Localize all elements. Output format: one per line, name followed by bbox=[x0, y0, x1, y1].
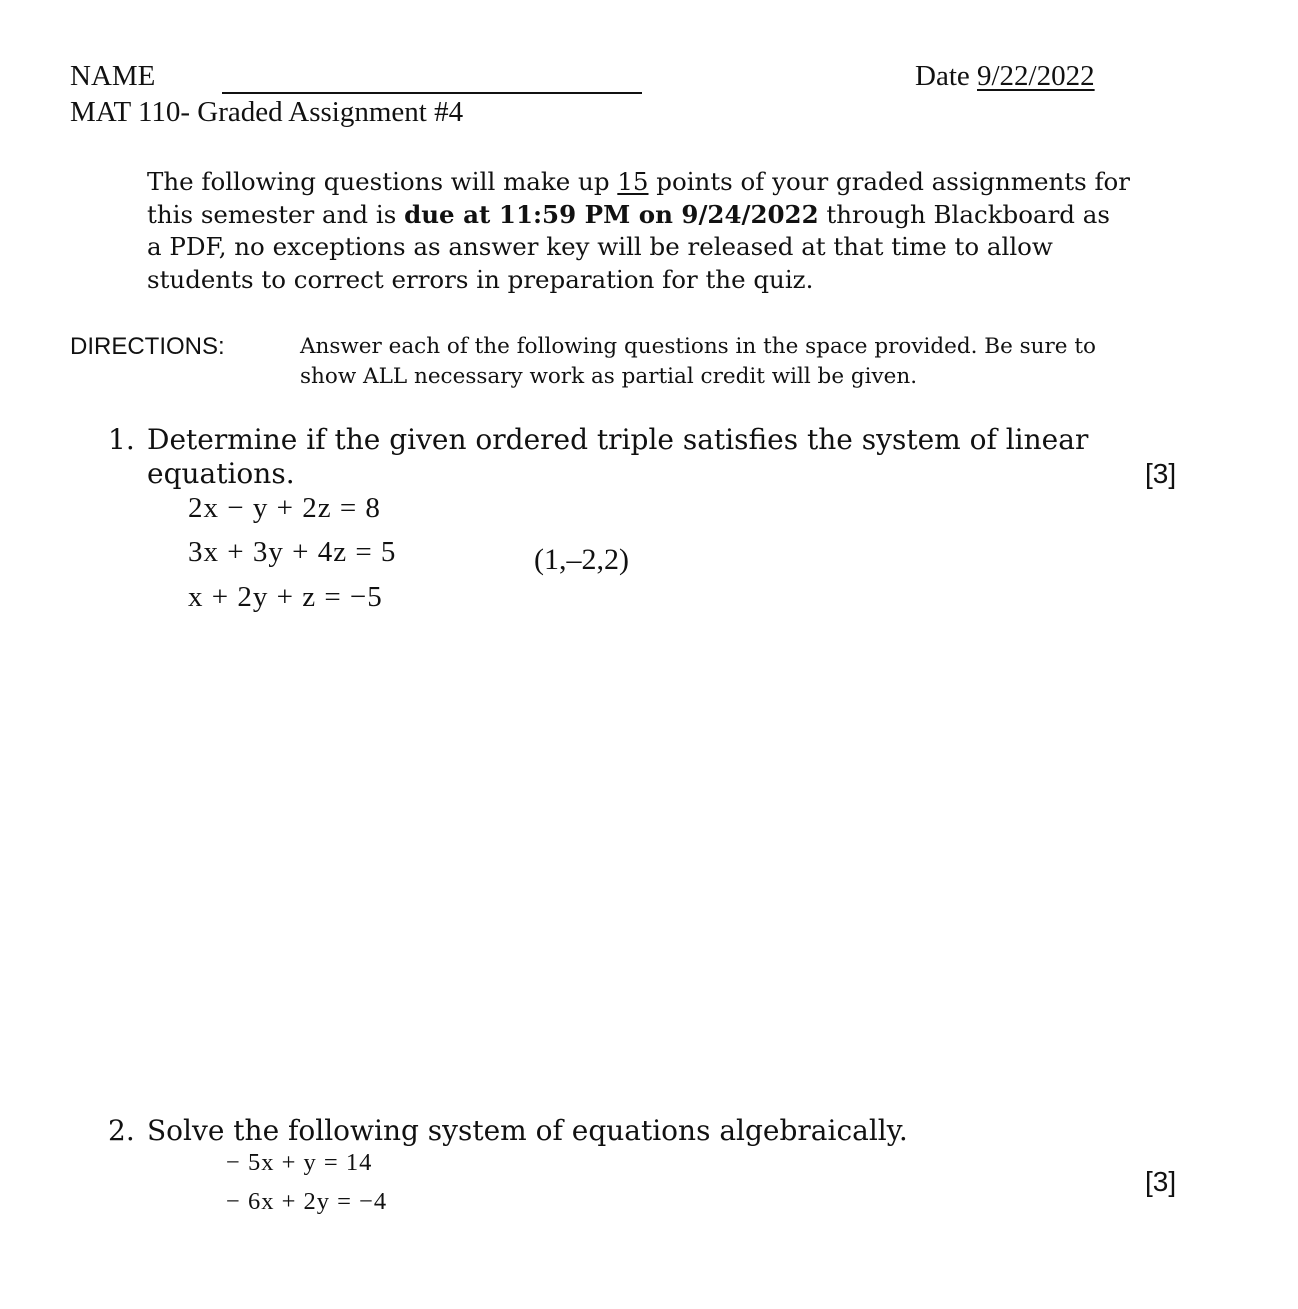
intro-line-3: a PDF, no exceptions as answer key will be released at that time to allow bbox=[147, 232, 1053, 261]
intro-line-4: students to correct errors in preparation for the quiz. bbox=[147, 264, 814, 294]
points-total: 15 bbox=[617, 167, 649, 196]
date-field bbox=[915, 60, 1095, 93]
question-1-equation: x + 2y + z = −5 bbox=[188, 581, 383, 613]
directions-label: DIRECTIONS: bbox=[70, 333, 225, 360]
question-2-equation: − 5x + y = 14 bbox=[226, 1149, 373, 1176]
directions-text bbox=[300, 332, 1096, 392]
name-label: NAME bbox=[70, 60, 156, 92]
question-1-line-1: Determine if the given ordered triple satisfies the system of linear bbox=[147, 423, 1089, 456]
question-1-equation: 2x − y + 2z = 8 bbox=[188, 492, 381, 524]
question-2-points: [3] bbox=[1145, 1166, 1177, 1197]
course-title: MAT 110- Graded Assignment #4 bbox=[70, 96, 464, 128]
ordered-triple: (1,–2,2) bbox=[534, 543, 629, 576]
name-blank-line bbox=[222, 92, 642, 94]
question-2-equation: − 6x + 2y = −4 bbox=[226, 1188, 388, 1215]
intro-paragraph bbox=[147, 166, 1227, 296]
question-2-number: 2. bbox=[108, 1114, 135, 1147]
question-1-equation: 3x + 3y + 4z = 5 bbox=[188, 536, 397, 568]
intro-line-2: this semester and is due at 11:59 PM on 9/24/2022 through Blackboard as bbox=[147, 199, 1110, 229]
date-label: Date bbox=[915, 60, 977, 92]
question-1-number: 1. bbox=[108, 423, 135, 456]
question-1-prompt bbox=[147, 423, 1088, 491]
intro-line-1: The following questions will make up 15 points of your graded assignments for bbox=[147, 167, 1130, 196]
question-2-prompt: Solve the following system of equations algebraically. bbox=[147, 1114, 908, 1147]
directions-line-2: show ALL necessary work as partial credit will be given. bbox=[300, 364, 918, 389]
date-value: 9/22/2022 bbox=[977, 60, 1095, 92]
question-1-points: [3] bbox=[1145, 458, 1177, 489]
directions-line-1: Answer each of the following questions in the space provided. Be sure to bbox=[300, 334, 1096, 359]
question-1-line-2: equations. bbox=[147, 457, 295, 490]
due-date: due at 11:59 PM on 9/24/2022 bbox=[404, 199, 819, 229]
